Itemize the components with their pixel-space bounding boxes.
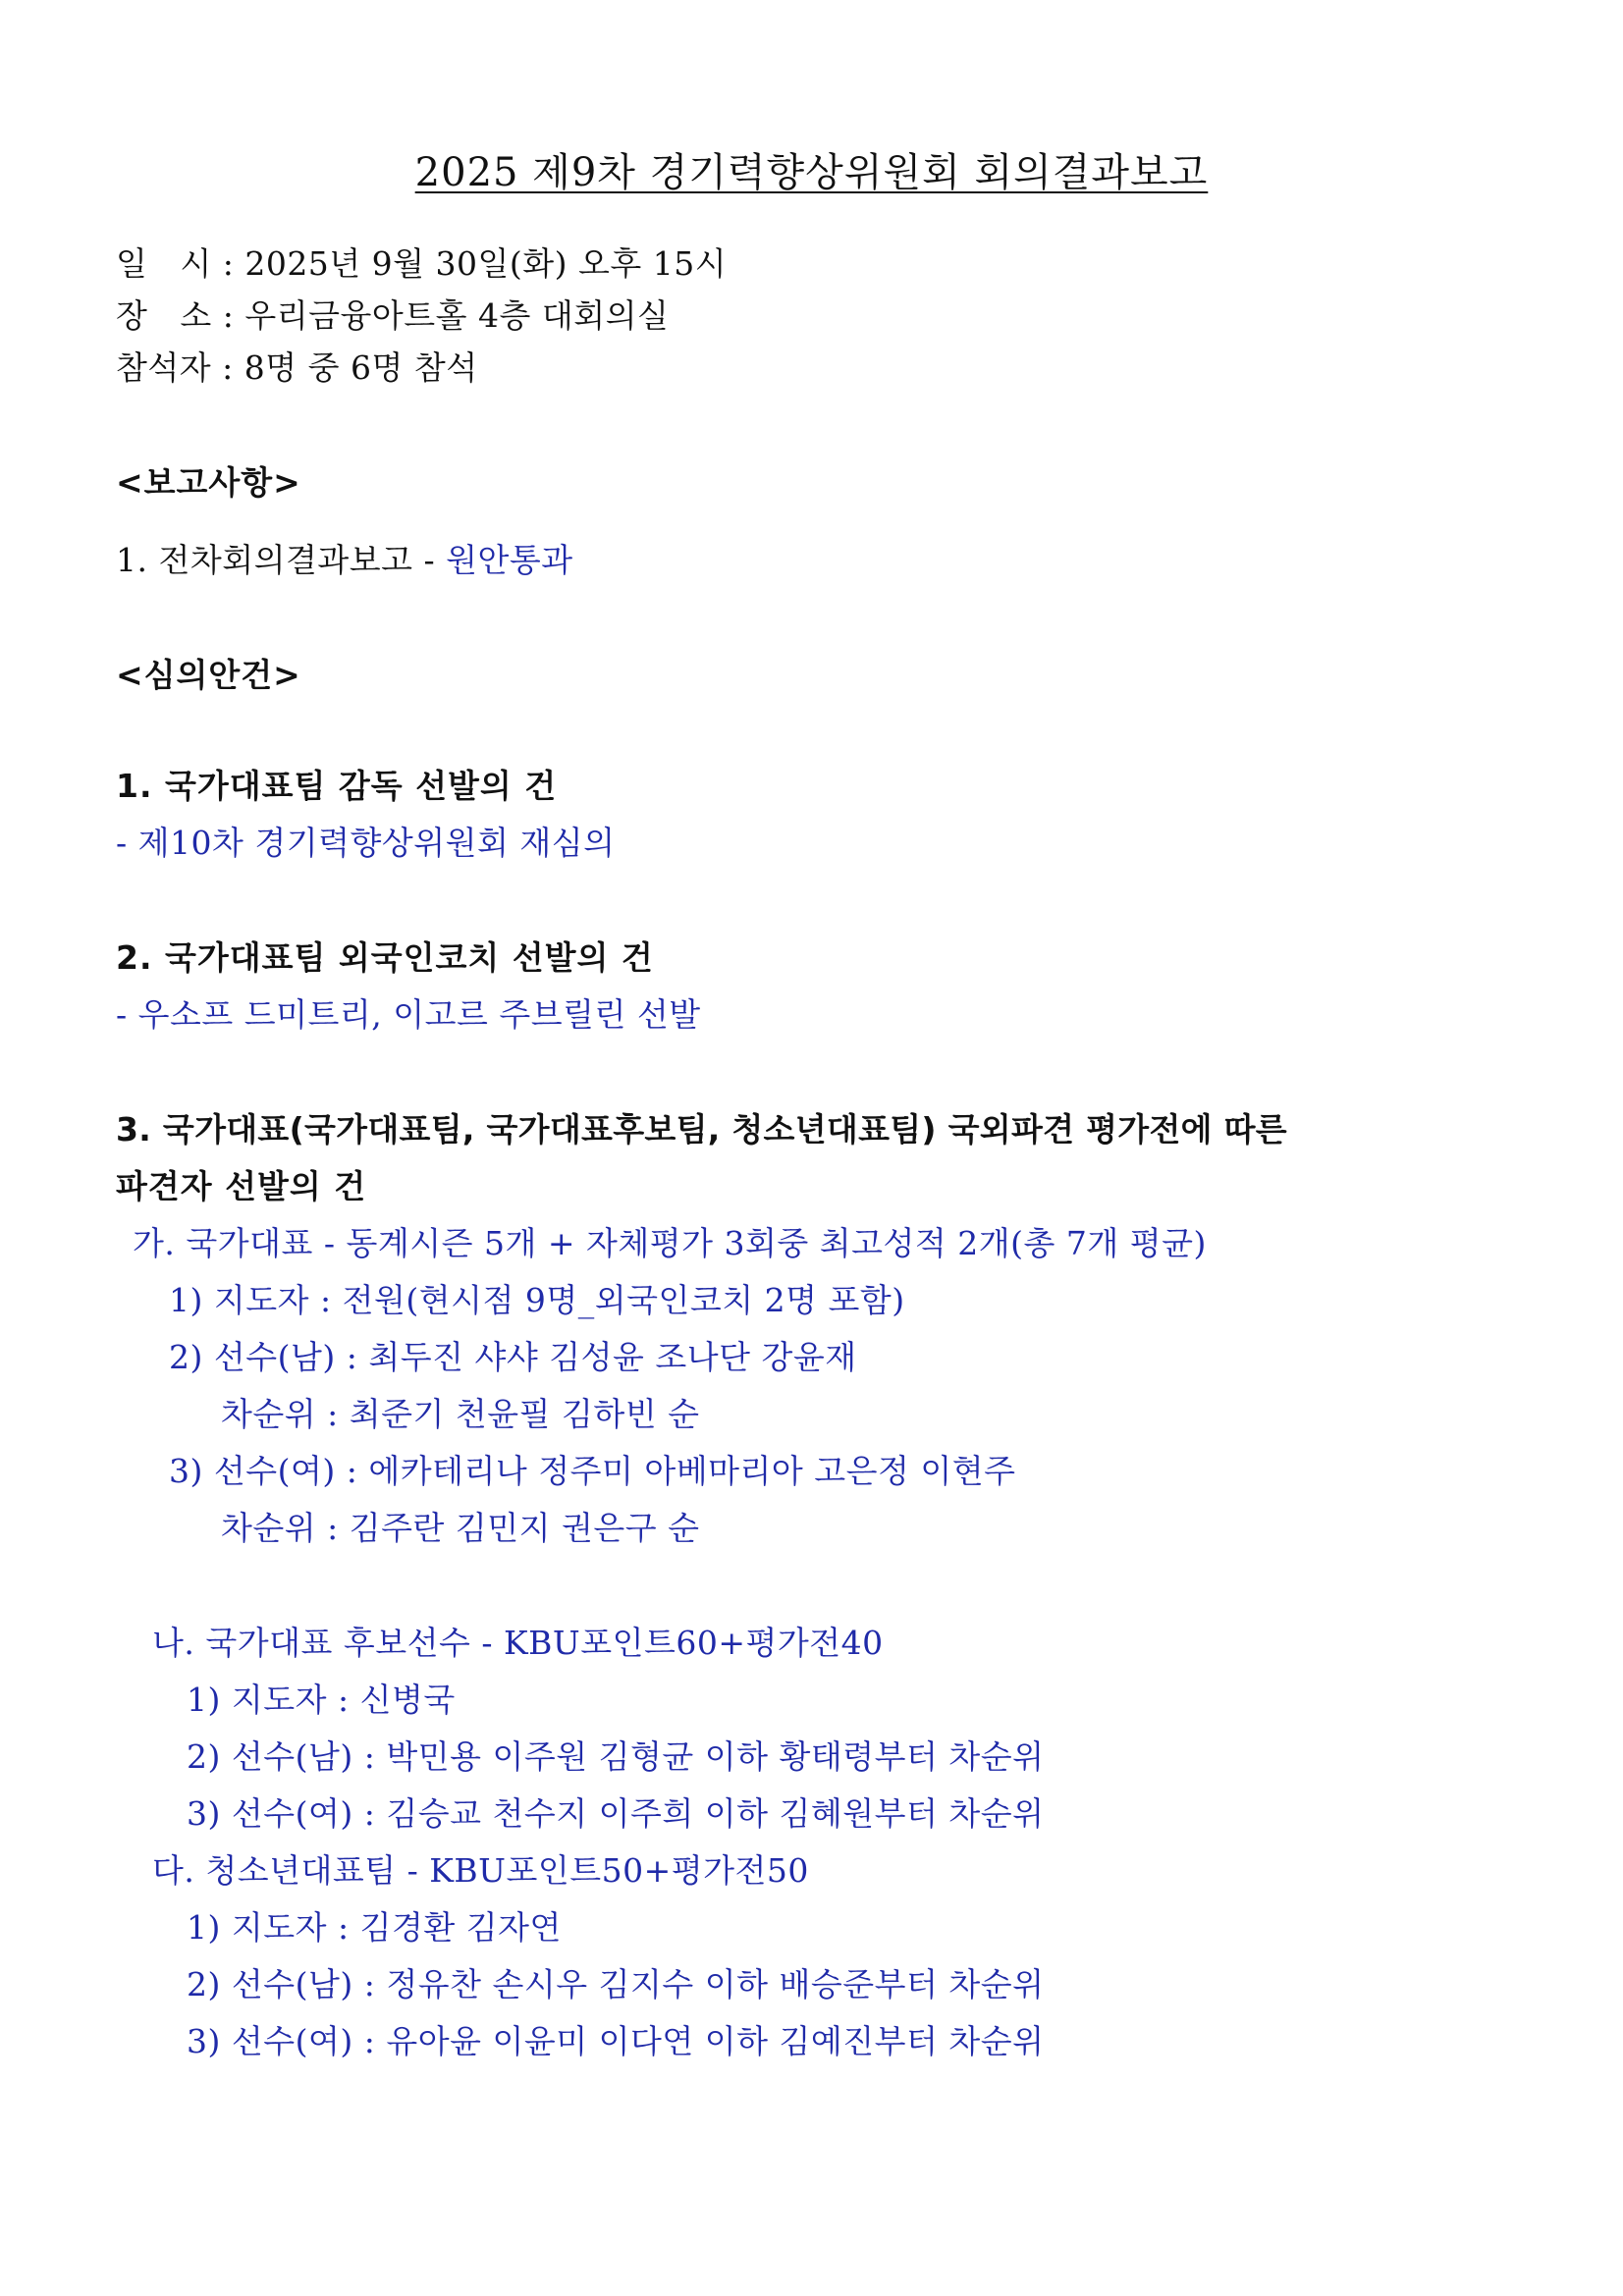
agenda-2-result: - 우소프 드미트리, 이고르 주브릴린 선발 xyxy=(116,995,701,1034)
meeting-place: 장 소 : 우리금융아트홀 4층 대회의실 xyxy=(116,296,670,335)
section-na-men: 2) 선수(남) : 박민용 이주원 김형균 이하 황태령부터 차순위 xyxy=(187,1737,1045,1776)
agenda-1-result: - 제10차 경기력향상위원회 재심의 xyxy=(116,824,616,862)
report-item-1 xyxy=(116,540,573,581)
agenda-2-title: 2. 국가대표팀 외국인코치 선발의 건 xyxy=(116,938,654,977)
report-item-1-result: 원안통과 xyxy=(446,541,573,579)
report-heading: <보고사항> xyxy=(116,463,301,502)
section-ga-women: 3) 선수(여) : 에카테리나 정주미 아베마리아 고은정 이현주 xyxy=(169,1452,1016,1490)
section-da-coach: 1) 지도자 : 김경환 김자연 xyxy=(187,1908,562,1947)
document-title xyxy=(0,147,1623,198)
section-ga-heading: 가. 국가대표 - 동계시즌 5개 + 자체평가 3회중 최고성적 2개(총 7개 평균) xyxy=(133,1224,1207,1262)
section-ga-men: 2) 선수(남) : 최두진 샤샤 김성윤 조나단 강윤재 xyxy=(169,1338,857,1376)
section-ga-coach: 1) 지도자 : 전원(현시점 9명_외국인코치 2명 포함) xyxy=(169,1281,905,1319)
section-na-heading: 나. 국가대표 후보선수 - KBU포인트60+평가전40 xyxy=(152,1624,884,1662)
section-ga-women-next: 차순위 : 김주란 김민지 권은구 순 xyxy=(221,1509,700,1547)
deliberation-heading: <심의안건> xyxy=(116,656,301,694)
report-item-1-text: 1. 전차회의결과보고 - xyxy=(116,541,447,579)
section-na-women: 3) 선수(여) : 김승교 천수지 이주희 이하 김혜원부터 차순위 xyxy=(187,1794,1045,1833)
agenda-1-title: 1. 국가대표팀 감독 선발의 건 xyxy=(116,767,558,805)
section-da-heading: 다. 청소년대표팀 - KBU포인트50+평가전50 xyxy=(152,1851,809,1890)
section-ga-men-next: 차순위 : 최준기 천윤필 김하빈 순 xyxy=(221,1395,700,1433)
document-title-text: 2025 제9차 경기력향상위원회 회의결과보고 xyxy=(414,150,1209,195)
section-da-men: 2) 선수(남) : 정유찬 손시우 김지수 이하 배승준부터 차순위 xyxy=(187,1965,1045,2003)
agenda-3-title-line-1: 3. 국가대표(국가대표팀, 국가대표후보팀, 청소년대표팀) 국외파견 평가전에 따른 xyxy=(116,1110,1287,1148)
section-na-coach: 1) 지도자 : 신병국 xyxy=(187,1681,456,1719)
meeting-attendees: 참석자 : 8명 중 6명 참석 xyxy=(116,348,478,387)
meeting-date: 일 시 : 2025년 9월 30일(화) 오후 15시 xyxy=(116,244,728,283)
agenda-3-title-line-2: 파견자 선발의 건 xyxy=(116,1167,367,1205)
section-da-women: 3) 선수(여) : 유아윤 이윤미 이다연 이하 김예진부터 차순위 xyxy=(187,2022,1045,2060)
